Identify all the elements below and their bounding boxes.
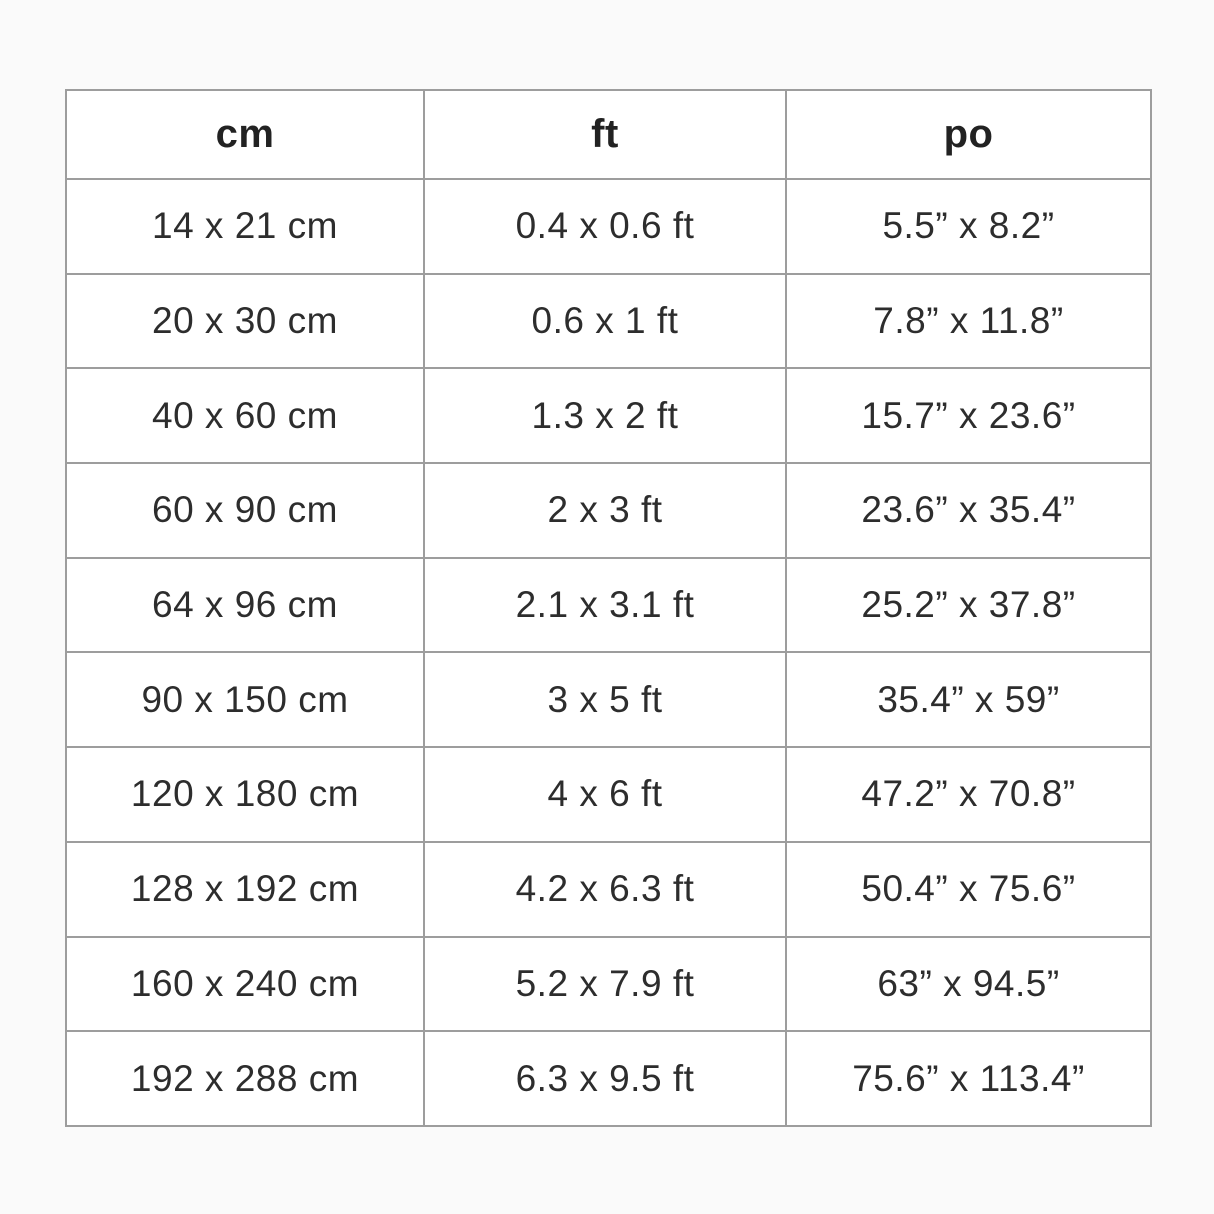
cell-cm: 90 x 150 cm [66, 652, 424, 747]
size-conversion-table [65, 89, 1152, 1127]
column-header-po: po [786, 90, 1151, 179]
table-row [66, 558, 1151, 653]
cell-cm: 14 x 21 cm [66, 179, 424, 274]
cell-ft: 6.3 x 9.5 ft [424, 1031, 786, 1126]
table-row [66, 368, 1151, 463]
cell-po: 5.5” x 8.2” [786, 179, 1151, 274]
table-row [66, 1031, 1151, 1126]
cell-po: 7.8” x 11.8” [786, 274, 1151, 369]
cell-cm: 160 x 240 cm [66, 937, 424, 1032]
cell-po: 23.6” x 35.4” [786, 463, 1151, 558]
cell-ft: 4.2 x 6.3 ft [424, 842, 786, 937]
cell-cm: 120 x 180 cm [66, 747, 424, 842]
cell-po: 15.7” x 23.6” [786, 368, 1151, 463]
cell-cm: 60 x 90 cm [66, 463, 424, 558]
cell-po: 47.2” x 70.8” [786, 747, 1151, 842]
table-row [66, 463, 1151, 558]
column-header-cm: cm [66, 90, 424, 179]
cell-ft: 3 x 5 ft [424, 652, 786, 747]
cell-ft: 4 x 6 ft [424, 747, 786, 842]
cell-cm: 128 x 192 cm [66, 842, 424, 937]
table-row [66, 274, 1151, 369]
cell-ft: 0.4 x 0.6 ft [424, 179, 786, 274]
cell-po: 50.4” x 75.6” [786, 842, 1151, 937]
cell-cm: 40 x 60 cm [66, 368, 424, 463]
table-row [66, 652, 1151, 747]
cell-ft: 2.1 x 3.1 ft [424, 558, 786, 653]
cell-po: 25.2” x 37.8” [786, 558, 1151, 653]
cell-cm: 64 x 96 cm [66, 558, 424, 653]
cell-po: 75.6” x 113.4” [786, 1031, 1151, 1126]
table-body [66, 179, 1151, 1126]
size-conversion-table-container [65, 89, 1150, 1125]
cell-cm: 20 x 30 cm [66, 274, 424, 369]
cell-ft: 5.2 x 7.9 ft [424, 937, 786, 1032]
cell-ft: 0.6 x 1 ft [424, 274, 786, 369]
cell-ft: 2 x 3 ft [424, 463, 786, 558]
cell-po: 35.4” x 59” [786, 652, 1151, 747]
column-header-ft: ft [424, 90, 786, 179]
table-row [66, 937, 1151, 1032]
table-row [66, 842, 1151, 937]
table-row [66, 179, 1151, 274]
cell-ft: 1.3 x 2 ft [424, 368, 786, 463]
cell-cm: 192 x 288 cm [66, 1031, 424, 1126]
cell-po: 63” x 94.5” [786, 937, 1151, 1032]
header-row [66, 90, 1151, 179]
table-row [66, 747, 1151, 842]
